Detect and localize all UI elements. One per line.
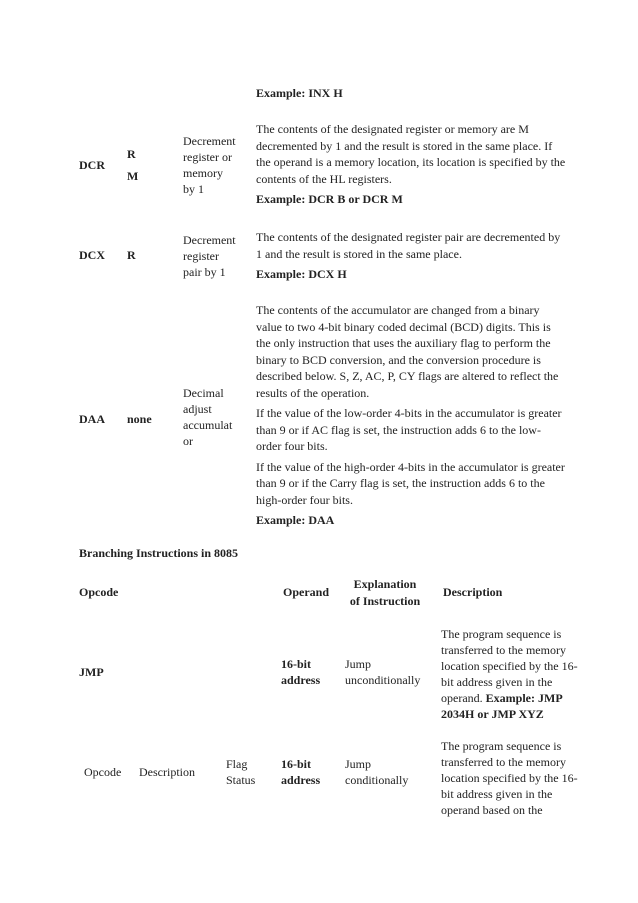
dcx-name-line: pair by 1 xyxy=(183,265,226,279)
dcr-desc-text: The contents of the designated register or memory are M decremented by 1 and the result is stored in the same place. If the operand is a memory location, its location is specified by the contents of the HL registers. xyxy=(256,122,566,186)
daa-description xyxy=(256,302,566,533)
daa-operand: none xyxy=(127,412,152,426)
dcx-name-line: Decrement xyxy=(183,233,236,247)
cond-operand-line: address xyxy=(281,773,321,787)
dcr-operand-r: R xyxy=(127,147,136,161)
dcr-description xyxy=(256,121,566,212)
dcx-desc-text: The contents of the designated register pair are decremented by 1 and the result is stored in the same place. xyxy=(256,230,561,261)
daa-name-line: accumulat xyxy=(183,418,233,432)
cond-flag-line: Flag xyxy=(226,757,248,771)
jmp-opcode: JMP xyxy=(79,665,104,679)
jmp-description xyxy=(441,626,583,722)
section-title: Branching Instructions in 8085 xyxy=(79,546,239,560)
jmp-explanation-line: unconditionally xyxy=(345,673,421,687)
daa-name xyxy=(183,385,232,449)
dcx-example: Example: DCX H xyxy=(256,267,347,281)
dcr-name-line: register or xyxy=(183,150,232,164)
dcx-name xyxy=(183,232,236,280)
dcx-name-line: register xyxy=(183,249,219,263)
cond-explanation-line: conditionally xyxy=(345,773,409,787)
cond-flag-line: Status xyxy=(226,773,256,787)
cond-explanation-line: Jump xyxy=(345,757,372,771)
jmp-operand xyxy=(281,656,320,688)
cond-col-flag-status xyxy=(226,756,255,788)
jmp-desc-text: The program sequence is transferred to the memory location specified by the 16-bit address given in the operand. xyxy=(441,627,578,705)
dcx-description xyxy=(256,229,566,287)
header-explanation-line: of Instruction xyxy=(349,593,421,608)
header-opcode: Opcode xyxy=(79,585,119,599)
dcr-operand-m: M xyxy=(127,169,139,183)
cond-operand-line: 16-bit xyxy=(281,757,311,771)
dcr-name-line: memory xyxy=(183,166,223,180)
jmp-operand-line: address xyxy=(281,673,321,687)
jmp-explanation xyxy=(345,656,420,688)
dcr-example: Example: DCR B or DCR M xyxy=(256,192,403,206)
header-explanation xyxy=(345,576,425,609)
example-inx: Example: INX H xyxy=(256,86,343,100)
cond-description: The program sequence is transferred to the memory location specified by the 16-bit address given in the operand based on the xyxy=(441,739,578,817)
daa-para1: The contents of the accumulator are changed from a binary value to two 4-bit binary coded decimal (BCD) digits. This is the only instruction that uses the auxiliary flag to perform the binary to BCD conversion, and the conversion procedure is described below. S, Z, AC, P, CY flags are altered to reflect the results of the operation. xyxy=(256,303,559,400)
dcx-operand: R xyxy=(127,248,136,262)
dcx-opcode: DCX xyxy=(79,248,105,262)
cond-col-description: Description xyxy=(139,765,195,779)
daa-name-line: Decimal xyxy=(183,386,224,400)
daa-para2: If the value of the low-order 4-bits in the accumulator is greater than 9 or if AC flag is set, the instruction adds 6 to the low-order four bits. xyxy=(256,406,562,453)
header-operand: Operand xyxy=(283,585,330,599)
jmp-operand-line: 16-bit xyxy=(281,657,311,671)
dcr-name-line: Decrement xyxy=(183,134,236,148)
header-description: Description xyxy=(443,585,503,599)
jmp-example-line: 2034H or JMP XYZ xyxy=(441,707,544,721)
cond-col-opcode: Opcode xyxy=(84,765,122,779)
daa-opcode: DAA xyxy=(79,412,105,426)
dcr-name xyxy=(183,133,236,197)
cond-explanation xyxy=(345,756,408,788)
jmp-example-line: Example: JMP xyxy=(485,691,563,705)
daa-name-line: or xyxy=(183,434,193,448)
daa-name-line: adjust xyxy=(183,402,212,416)
daa-para3: If the value of the high-order 4-bits in the accumulator is greater than 9 or if the Carry flag is set, the instruction adds 6 to the high-order four bits. xyxy=(256,459,565,507)
dcr-name-line: by 1 xyxy=(183,182,204,196)
dcr-opcode: DCR xyxy=(79,158,105,172)
jmp-explanation-line: Jump xyxy=(345,657,372,671)
header-explanation-line: Explanation xyxy=(353,577,417,591)
daa-example: Example: DAA xyxy=(256,513,335,527)
cond-operand xyxy=(281,756,320,788)
